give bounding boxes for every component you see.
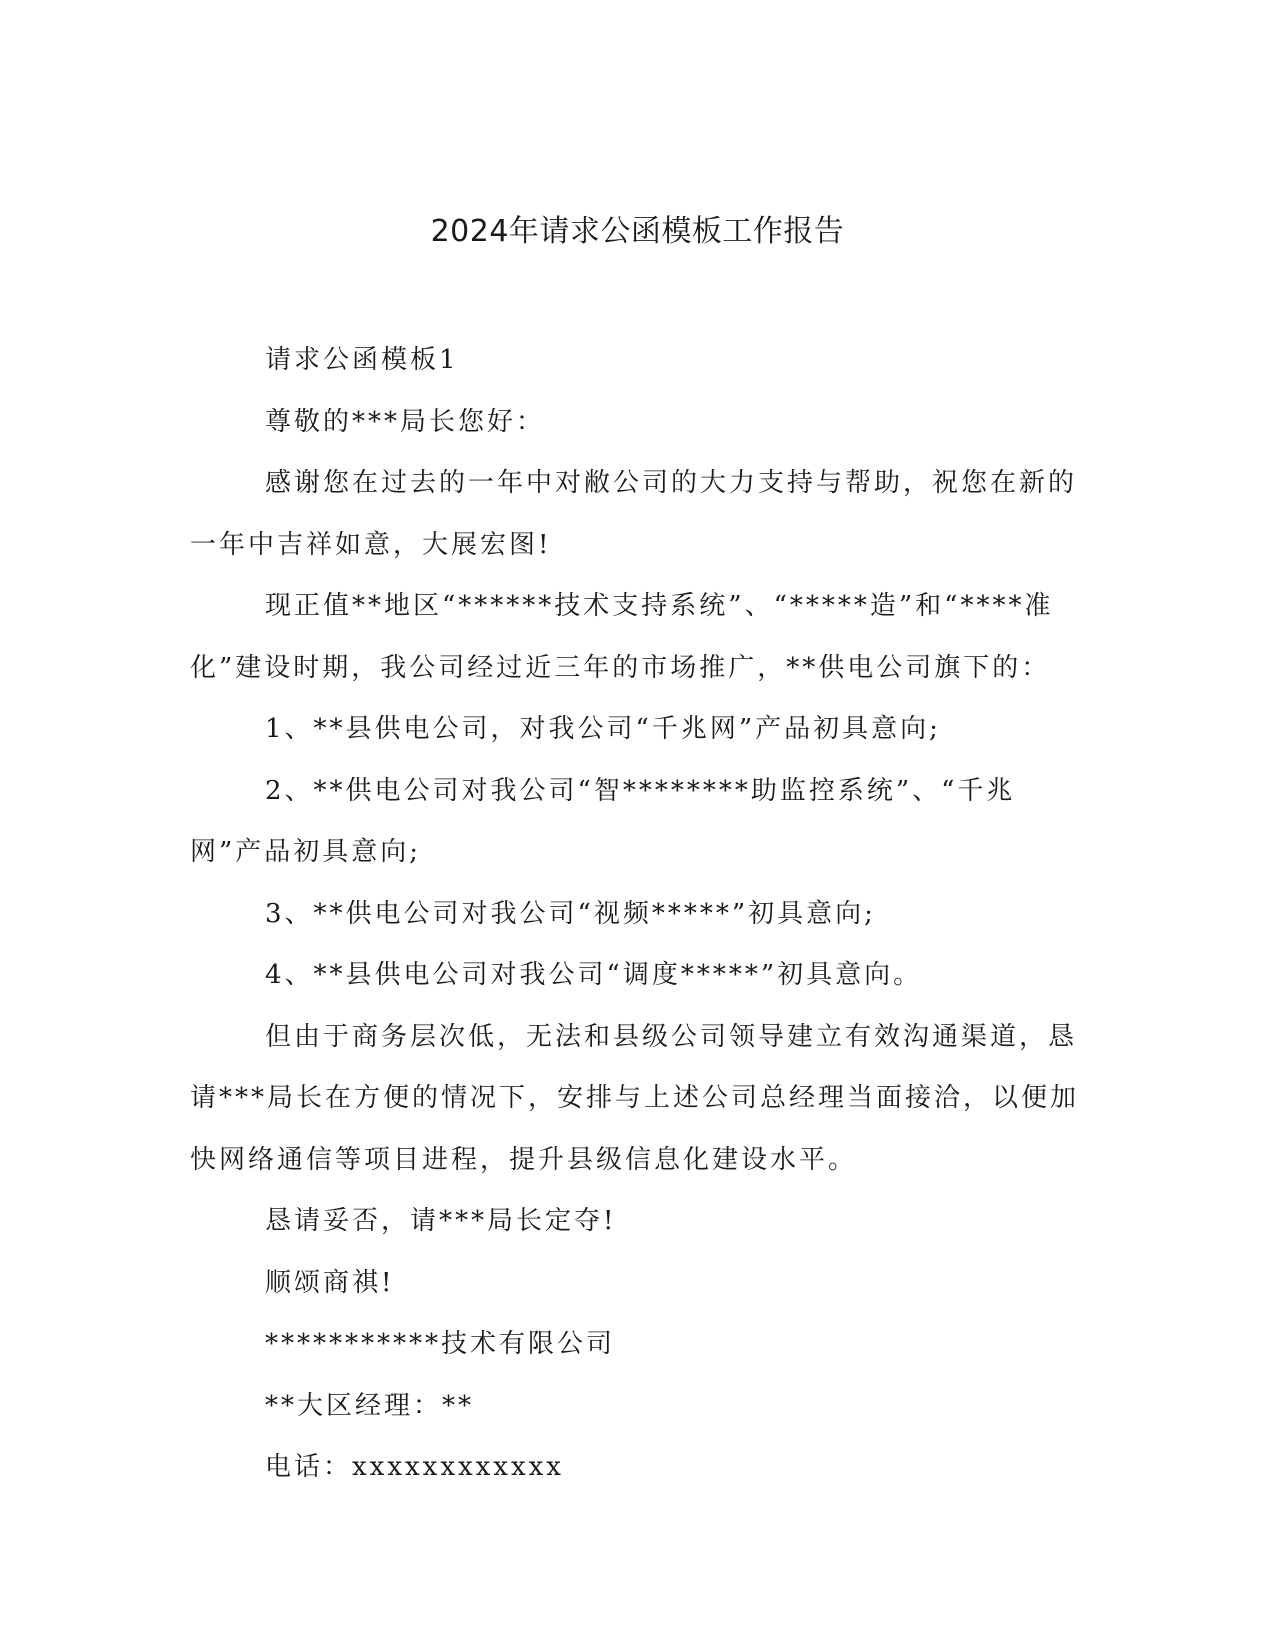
document-title: 2024年请求公函模板工作报告: [430, 214, 845, 249]
paragraph-request: 但由于商务层次低，无法和县级公司领导建立有效沟通渠道，恳请***局长在方便的情况下，安排与上述公司总经理当面接洽，以便加快网络通信等项目进程，提升县级信息化建设水平。: [190, 1021, 1080, 1175]
signature-manager: **大区经理：**: [265, 1390, 475, 1421]
signature-company: ***********技术有限公司: [265, 1329, 616, 1359]
paragraph-regards: 顺颂商祺!: [265, 1267, 395, 1298]
paragraph-context: 现正值**地区“******技术支持系统”、“*****造”和“****准化”建设时期，我公司经过近三年的市场推广，**供电公司旗下的：: [190, 591, 1054, 683]
list-item-1: 1、**县供电公司，对我公司“千兆网”产品初具意向;: [265, 714, 941, 744]
list-item-4: 4、**县供电公司对我公司“调度*****”初具意向。: [265, 960, 923, 990]
document-body: [190, 330, 1080, 1499]
paragraph-thanks: 感谢您在过去的一年中对敝公司的大力支持与帮助，祝您在新的一年中吉祥如意，大展宏图!: [190, 468, 1078, 560]
paragraph-closing: 恳请妥否，请***局长定夺!: [265, 1206, 617, 1236]
signature-phone: 电话：xxxxxxxxxxxx: [265, 1452, 564, 1482]
paragraph-heading: 请求公函模板1: [265, 345, 459, 375]
list-item-2: 2、**供电公司对我公司“智********助监控系统”、“千兆网”产品初具意向;: [190, 775, 1016, 867]
list-item-3: 3、**供电公司对我公司“视频*****”初具意向;: [265, 898, 876, 929]
paragraph-salutation: 尊敬的***局长您好：: [265, 406, 546, 437]
